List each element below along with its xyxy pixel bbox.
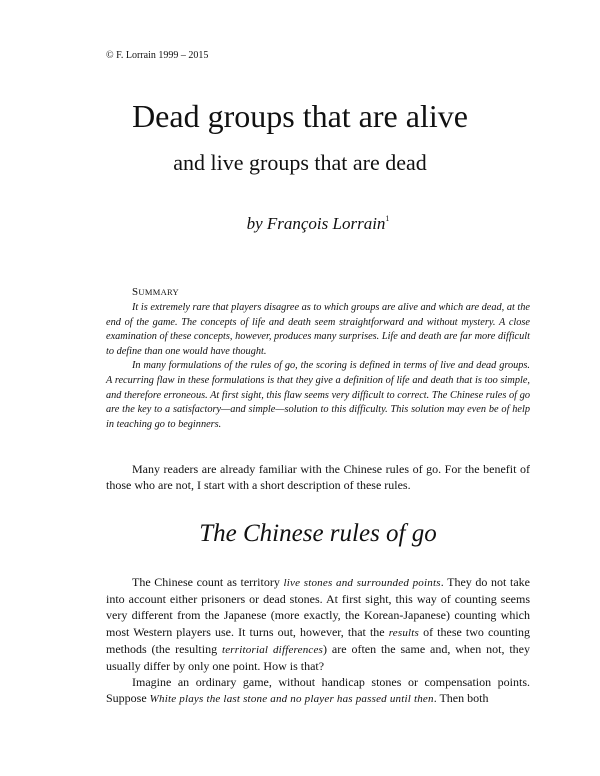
- summary-heading-initial: S: [132, 286, 139, 298]
- paper-subtitle: and live groups that are dead: [173, 150, 427, 175]
- author-byline: [0, 214, 600, 234]
- emphasis-text: White plays the last stone and no player has passed until then: [149, 693, 434, 706]
- paper-title: Dead groups that are alive: [132, 98, 468, 134]
- author-name: by François Lorrain: [246, 214, 386, 233]
- emphasis-text: territorial differences: [221, 643, 324, 656]
- body-paragraph: [106, 674, 530, 707]
- footnote-marker: 1: [385, 214, 390, 223]
- body-text: [106, 574, 530, 708]
- emphasis-text: results: [388, 626, 420, 639]
- section-heading: The Chinese rules of go: [199, 520, 437, 547]
- text-run: ) are often the same and, when not, they usually differ by only one point. How is that?: [106, 641, 530, 674]
- text-run: . Then both: [433, 691, 489, 706]
- emphasis-text: live stones and surrounded points: [283, 577, 441, 589]
- intro-section: [106, 461, 530, 493]
- abstract-paragraph: It is extremely rare that players disagree as to which groups are alive and which are dead, at the end of the game. The concepts of life and death seem straightforward and without mystery. A close examination of these concepts, however, produces many surprises. Life and death are far more difficult to define than one would have thought.: [106, 302, 530, 357]
- text-run: Imagine an ordinary game, without handicap stones or compensation points. Suppose: [106, 675, 530, 706]
- text-run: of these two counting methods (the resulting: [106, 624, 530, 656]
- abstract-paragraph: In many formulations of the rules of go, the scoring is defined in terms of live and dead groups. A recurring flaw in these formulations is that they give a definition of life and death that is too simple, and therefore erroneous. At first sight, this flaw seems very difficult to correct. The Chinese rules of go are the key to a satisfactory—and simple—solution to this difficulty. This solution may even be of help in teaching go to beginners.: [106, 360, 530, 430]
- text-run: . They do not take into account either prisoners or dead stones. At first sight, this way of counting seems very different from the Japanese (more exactly, the Korean-Japanese) counting which most Western players use. It turns out, however, that the: [106, 575, 531, 639]
- summary-heading-rest: UMMARY: [138, 287, 179, 297]
- copyright-notice: © F. Lorrain 1999 – 2015: [106, 50, 209, 61]
- summary-heading: [132, 286, 179, 298]
- text-run: The Chinese count as territory: [132, 575, 284, 589]
- intro-paragraph: Many readers are already familiar with the Chinese rules of go. For the benefit of those who are not, I start with a short description of these rules.: [106, 462, 530, 492]
- abstract: [106, 301, 530, 432]
- body-paragraph: [106, 574, 530, 674]
